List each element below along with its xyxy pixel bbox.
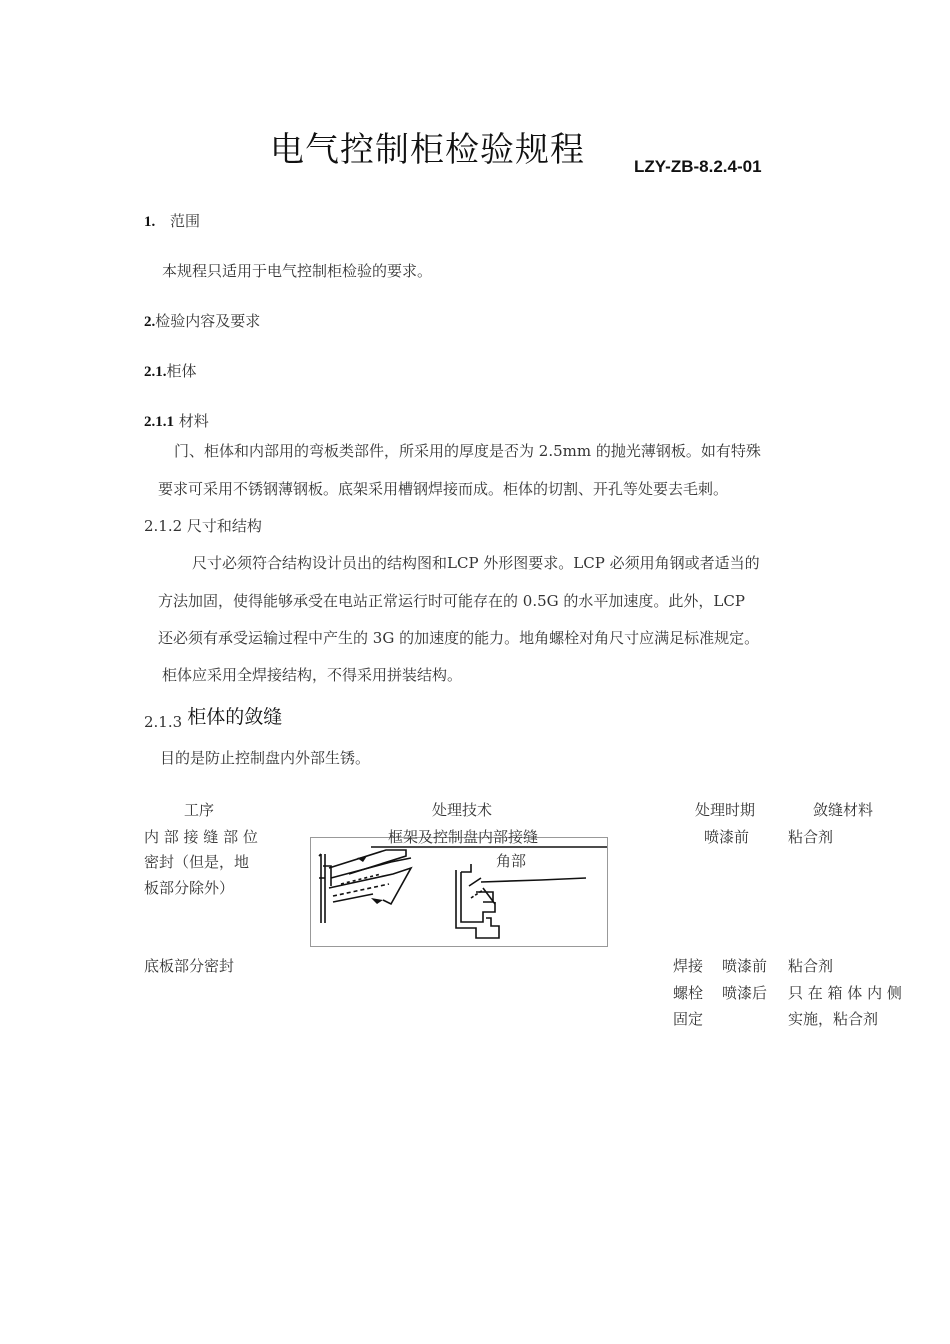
table-header-technique: 处理技术 — [432, 801, 493, 819]
caulking-diagram — [310, 828, 608, 947]
row1-process-line: 内 部 接 缝 部 位 — [144, 828, 258, 846]
section-2-1-2-heading: 2.1.2 尺寸和结构 — [144, 517, 262, 535]
row2-technique-b-line: 固定 — [673, 1010, 704, 1028]
page-title: 电气控制柜检验规程 — [270, 130, 585, 170]
section-title: 范围 — [170, 212, 201, 230]
section-1-heading — [144, 210, 200, 231]
section-2-1-1-heading — [144, 410, 209, 431]
section-number: 2.1.3 — [144, 713, 183, 731]
row2-technique-a: 焊接 — [673, 957, 704, 975]
document-number: LZY-ZB-8.2.4-01 — [634, 157, 762, 176]
section-title: 柜体的敛缝 — [187, 706, 283, 728]
section-title: 检验内容及要求 — [155, 312, 261, 330]
section-2-1-2-line: 还必须有承受运输过程中产生的 3G 的加速度的能力。地角螺栓对角尺寸应满足标准规定。 — [158, 629, 760, 647]
row1-material: 粘合剂 — [788, 828, 834, 846]
row2-material-a: 粘合剂 — [788, 957, 834, 975]
section-title: 柜体 — [166, 362, 197, 380]
section-2-1-1-line: 要求可采用不锈钢薄钢板。底架采用槽钢焊接而成。柜体的切割、开孔等处要去毛刺。 — [158, 480, 729, 498]
section-2-heading — [144, 310, 260, 331]
section-2-1-heading — [144, 360, 197, 381]
seam-sketch — [311, 838, 609, 948]
section-2-1-2-line: 方法加固，使得能够承受在电站正常运行时可能存在的 0.5G 的水平加速度。此外，LCP — [158, 592, 745, 610]
section-number: 2.1.1 — [144, 414, 174, 430]
row2-period-a: 喷漆前 — [722, 957, 768, 975]
table-header-process: 工序 — [184, 801, 215, 819]
section-number: 2.1. — [144, 364, 167, 380]
section-title: 材料 — [178, 412, 209, 430]
row2-period-b: 喷漆后 — [722, 984, 768, 1002]
section-number: 1. — [144, 214, 156, 230]
section-number: 2. — [144, 314, 156, 330]
row2-technique-b-line: 螺栓 — [673, 984, 704, 1002]
row1-period: 喷漆前 — [704, 828, 750, 846]
row2-material-b-line: 只 在 箱 体 内 侧 — [788, 984, 902, 1002]
section-2-1-2-line: 柜体应采用全焊接结构，不得采用拼装结构。 — [162, 666, 463, 684]
row1-technique-line: 角部 — [496, 852, 527, 870]
row1-process-line: 板部分除外） — [144, 879, 235, 897]
row2-process: 底板部分密封 — [144, 957, 235, 975]
table-header-period: 处理时期 — [695, 801, 756, 819]
row1-process-line: 密封（但是，地 — [144, 853, 250, 871]
row1-technique-line: 框架及控制盘内部接缝 — [388, 828, 539, 846]
section-1-body: 本规程只适用于电气控制柜检验的要求。 — [162, 262, 433, 280]
section-2-1-2-line: 尺寸必须符合结构设计员出的结构图和LCP 外形图要求。LCP 必须用角钢或者适当的 — [192, 554, 760, 572]
section-2-1-3-body: 目的是防止控制盘内外部生锈。 — [160, 749, 371, 767]
section-2-1-1-line: 门、柜体和内部用的弯板类部件，所采用的厚度是否为 2.5mm 的抛光薄钢板。如有特殊 — [174, 442, 761, 460]
table-header-material: 敛缝材料 — [813, 801, 874, 819]
row2-material-b-line: 实施，粘合剂 — [788, 1010, 879, 1028]
section-2-1-3-heading — [144, 702, 282, 729]
